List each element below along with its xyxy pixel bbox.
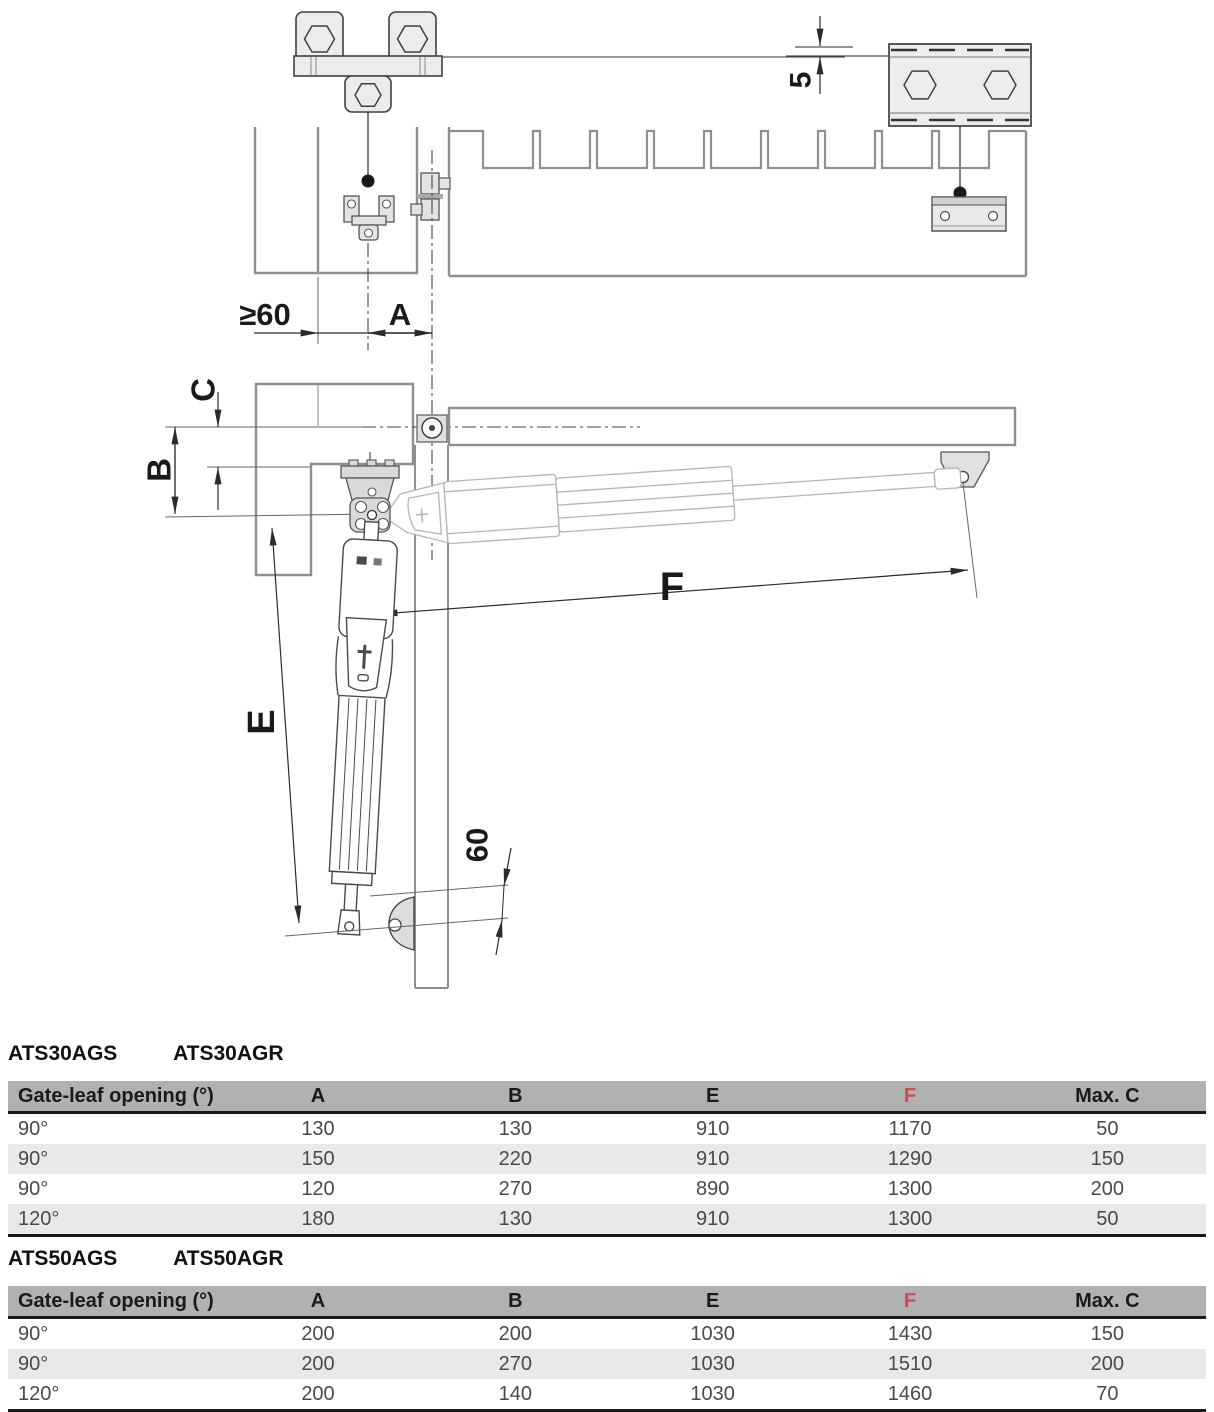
cell-gate-leaf-opening: 90° xyxy=(18,1352,49,1375)
cell-value: 1430 xyxy=(887,1322,933,1345)
table-row xyxy=(8,1349,1206,1379)
col-header-e: E xyxy=(614,1081,811,1113)
cell-value: 140 xyxy=(417,1379,614,1411)
table-row xyxy=(8,1113,1206,1145)
cell-value: 130 xyxy=(417,1204,614,1236)
hinge-side-view xyxy=(417,415,447,442)
header-row xyxy=(8,1081,1206,1113)
rear-plate-bracket-top-view xyxy=(889,44,1031,126)
cell-gate-leaf-opening: 120° xyxy=(8,1204,219,1236)
model-title: ATS30AGS xyxy=(8,1042,118,1065)
table-row xyxy=(8,1204,1206,1236)
cell-gate-leaf-opening: 120° xyxy=(8,1379,219,1411)
dimension-e xyxy=(241,528,299,923)
col-header-b: B xyxy=(417,1286,614,1318)
cell-gate-leaf-opening: 90° xyxy=(18,1147,49,1170)
dimension-table-ats50 xyxy=(8,1286,1206,1412)
cell-value: 200 xyxy=(301,1322,335,1345)
col-header-a: A xyxy=(219,1081,416,1113)
col-header-e: E xyxy=(614,1286,811,1318)
cell-value: 150 xyxy=(1090,1147,1125,1170)
dimension-b xyxy=(141,427,178,514)
rear-bracket-top-view xyxy=(932,197,1006,231)
table-titles xyxy=(8,1247,1206,1271)
extension-line xyxy=(165,514,371,517)
table-row xyxy=(8,1318,1206,1350)
hex-bolt-icon xyxy=(904,71,936,99)
front-bracket-mounted-top-view xyxy=(344,196,394,240)
cell-value: 270 xyxy=(498,1177,533,1200)
cell-value: 910 xyxy=(614,1204,811,1236)
cell-value: 1460 xyxy=(811,1379,1008,1411)
col-header-a: A xyxy=(219,1286,416,1318)
cell-value: 50 xyxy=(1096,1117,1119,1140)
cell-value: 150 xyxy=(301,1147,335,1170)
cell-value: 150 xyxy=(1090,1322,1125,1345)
hex-bolt-icon xyxy=(355,84,381,107)
dim-label-min-clearance: ≥60 xyxy=(239,297,291,332)
table-row xyxy=(8,1144,1206,1174)
cell-value: 200 xyxy=(1090,1177,1125,1200)
dim-label-c: C xyxy=(184,378,222,402)
came-logo xyxy=(356,556,366,565)
col-header-max-c: Max. C xyxy=(1009,1286,1206,1318)
plate-offset-dimension xyxy=(785,16,889,94)
actuator-closed-position xyxy=(321,520,400,935)
hex-bolt-icon xyxy=(984,71,1016,99)
dimension-table-ats30 xyxy=(8,1081,1206,1237)
dim-label-60: 60 xyxy=(459,827,495,863)
cell-value: 1030 xyxy=(690,1322,735,1345)
dimension-f xyxy=(380,565,968,614)
model-title: ATS30AGR xyxy=(173,1042,284,1065)
dim-label-e: E xyxy=(241,709,283,735)
cell-value: 890 xyxy=(695,1177,730,1200)
dimension-a-and-min-clearance xyxy=(239,277,432,344)
dimension-60 xyxy=(460,828,512,955)
header-row xyxy=(8,1286,1206,1318)
front-bracket-top-view xyxy=(294,12,442,112)
cell-gate-leaf-opening: 90° xyxy=(18,1322,49,1345)
gate-pickets xyxy=(449,131,1026,168)
col-header-gate-leaf-opening: Gate-leaf opening (°) xyxy=(8,1081,219,1113)
cell-value: 120 xyxy=(301,1177,335,1200)
cell-value: 910 xyxy=(695,1147,730,1170)
came-logo xyxy=(373,558,381,565)
model-title: ATS50AGS xyxy=(8,1247,118,1270)
cell-value: 180 xyxy=(219,1204,416,1236)
dim-label-a: A xyxy=(388,297,412,332)
hex-bolt-icon xyxy=(398,26,428,52)
col-header-f: F xyxy=(811,1081,1008,1113)
table-section-ats30 xyxy=(8,1042,1206,1237)
cell-value: 270 xyxy=(498,1352,533,1375)
dimension-c xyxy=(185,378,222,510)
cell-value: 130 xyxy=(498,1117,533,1140)
cell-value: 1030 xyxy=(690,1352,735,1375)
col-header-f: F xyxy=(811,1286,1008,1318)
cell-value: 200 xyxy=(498,1322,533,1345)
cell-gate-leaf-opening: 90° xyxy=(18,1177,49,1200)
extension-line xyxy=(370,885,508,896)
table-row xyxy=(8,1174,1206,1204)
cell-value: 910 xyxy=(695,1117,730,1140)
gate-rail-side-view xyxy=(449,408,1015,445)
extension-line xyxy=(963,483,977,598)
cell-value: 50 xyxy=(1009,1204,1206,1236)
gate-and-pillar-top-view xyxy=(254,127,1026,276)
dim-label-b: B xyxy=(140,458,178,482)
cell-value: 200 xyxy=(219,1379,416,1411)
rear-bracket-closed-side-view xyxy=(389,897,414,950)
cell-gate-leaf-opening: 90° xyxy=(18,1117,49,1140)
cell-value: 1030 xyxy=(614,1379,811,1411)
col-header-b: B xyxy=(417,1081,614,1113)
dim-label-f: F xyxy=(659,565,685,609)
cell-value: 130 xyxy=(301,1117,335,1140)
table-section-ats50 xyxy=(8,1247,1206,1412)
col-header-gate-leaf-opening: Gate-leaf opening (°) xyxy=(8,1286,219,1318)
cell-value: 1290 xyxy=(887,1147,933,1170)
cell-value: 200 xyxy=(301,1352,335,1375)
table-row xyxy=(8,1379,1206,1411)
hex-bolt-icon xyxy=(305,26,335,52)
actuator-open-position xyxy=(382,447,963,548)
table-titles xyxy=(8,1042,1206,1066)
leader-dot xyxy=(362,175,375,188)
model-title: ATS50AGR xyxy=(173,1247,284,1270)
cell-value: 1510 xyxy=(887,1352,933,1375)
col-header-max-c: Max. C xyxy=(1009,1081,1206,1113)
cell-value: 220 xyxy=(498,1147,533,1170)
cell-value: 70 xyxy=(1009,1379,1206,1411)
cell-value: 200 xyxy=(1090,1352,1125,1375)
cell-value: 1170 xyxy=(888,1117,932,1140)
cell-value: 1300 xyxy=(811,1204,1008,1236)
dim-label-5: 5 xyxy=(784,71,818,89)
cell-value: 1300 xyxy=(887,1177,933,1200)
